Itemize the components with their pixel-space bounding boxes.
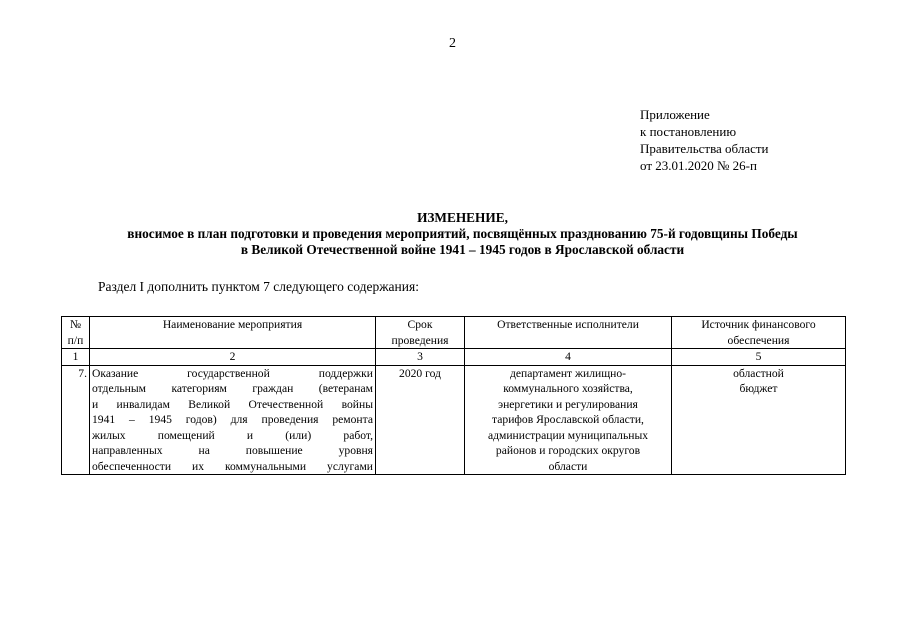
header-num (62, 317, 90, 349)
event-name-line: направленных на повышение уровня (92, 444, 373, 457)
header-num-line: № (69, 318, 82, 331)
column-number: 5 (672, 349, 846, 366)
term-cell (376, 365, 465, 475)
column-number: 3 (376, 349, 465, 366)
funding-cell (672, 365, 846, 475)
header-funding-line: обеспечения (727, 333, 790, 347)
appendix-block (640, 106, 769, 174)
event-name-line: отдельным категориям граждан (ветеранам (92, 382, 373, 395)
header-term-line: Срок (407, 318, 433, 331)
table-header-row (62, 317, 846, 349)
intro-paragraph: Раздел I дополнить пунктом 7 следующего содержания: (98, 279, 419, 294)
column-number: 1 (62, 349, 90, 366)
executor-line: тарифов Ярославской области, (492, 413, 644, 426)
executor-line: энергетики и регулирования (498, 397, 638, 411)
page-number: 2 (449, 36, 456, 51)
event-name-line: и инвалидам Великой Отечественной войны (92, 397, 373, 411)
header-term (376, 317, 465, 349)
column-number-row (62, 349, 846, 366)
title-line: в Великой Отечественной войне 1941 – 1945 годов в Ярославской области (240, 242, 685, 257)
executors-cell (465, 365, 672, 475)
appendix-line: Правительства области (640, 141, 769, 156)
row-number: 7. (62, 365, 90, 475)
executor-line: районов и городских округов (495, 444, 641, 457)
event-name-line: жилых помещений и (или) работ, (92, 428, 373, 442)
event-name-line: 1941 – 1945 годов) для проведения ремонта (92, 413, 373, 426)
document-title (40, 210, 885, 258)
executor-line: администрации муниципальных (487, 428, 649, 442)
header-executors-text: Ответственные исполнители (497, 318, 639, 331)
appendix-line: Приложение (640, 107, 710, 122)
column-number: 4 (465, 349, 672, 366)
executor-line: департамент жилищно- (509, 366, 627, 380)
header-name-text: Наименование мероприятия (162, 318, 303, 331)
executor-line: области (548, 459, 588, 473)
term-value: 2020 год (399, 366, 441, 380)
event-name-line: обеспеченности их коммунальными услугами (92, 459, 373, 473)
title-line: вносимое в план подготовки и проведения мероприятий, посвящённых празднованию 75-й годовщины Победы (127, 226, 798, 241)
header-term-line: проведения (391, 333, 449, 347)
table-row (62, 365, 846, 475)
funding-line: бюджет (739, 382, 778, 395)
appendix-line: от 23.01.2020 № 26-п (640, 158, 757, 173)
title-heading: ИЗМЕНЕНИЕ, (417, 210, 508, 225)
plan-table (61, 316, 846, 475)
appendix-line: к постановлению (640, 124, 737, 139)
executor-line: коммунального хозяйства, (503, 382, 633, 395)
header-funding-line: Источник финансового (701, 318, 816, 331)
column-number: 2 (90, 349, 376, 366)
header-num-line: п/п (67, 333, 84, 347)
header-name (90, 317, 376, 349)
funding-line: областной (733, 366, 784, 380)
event-name-cell (90, 365, 376, 475)
header-executors (465, 317, 672, 349)
event-name-line: Оказание государственной поддержки (92, 366, 373, 380)
header-funding (672, 317, 846, 349)
